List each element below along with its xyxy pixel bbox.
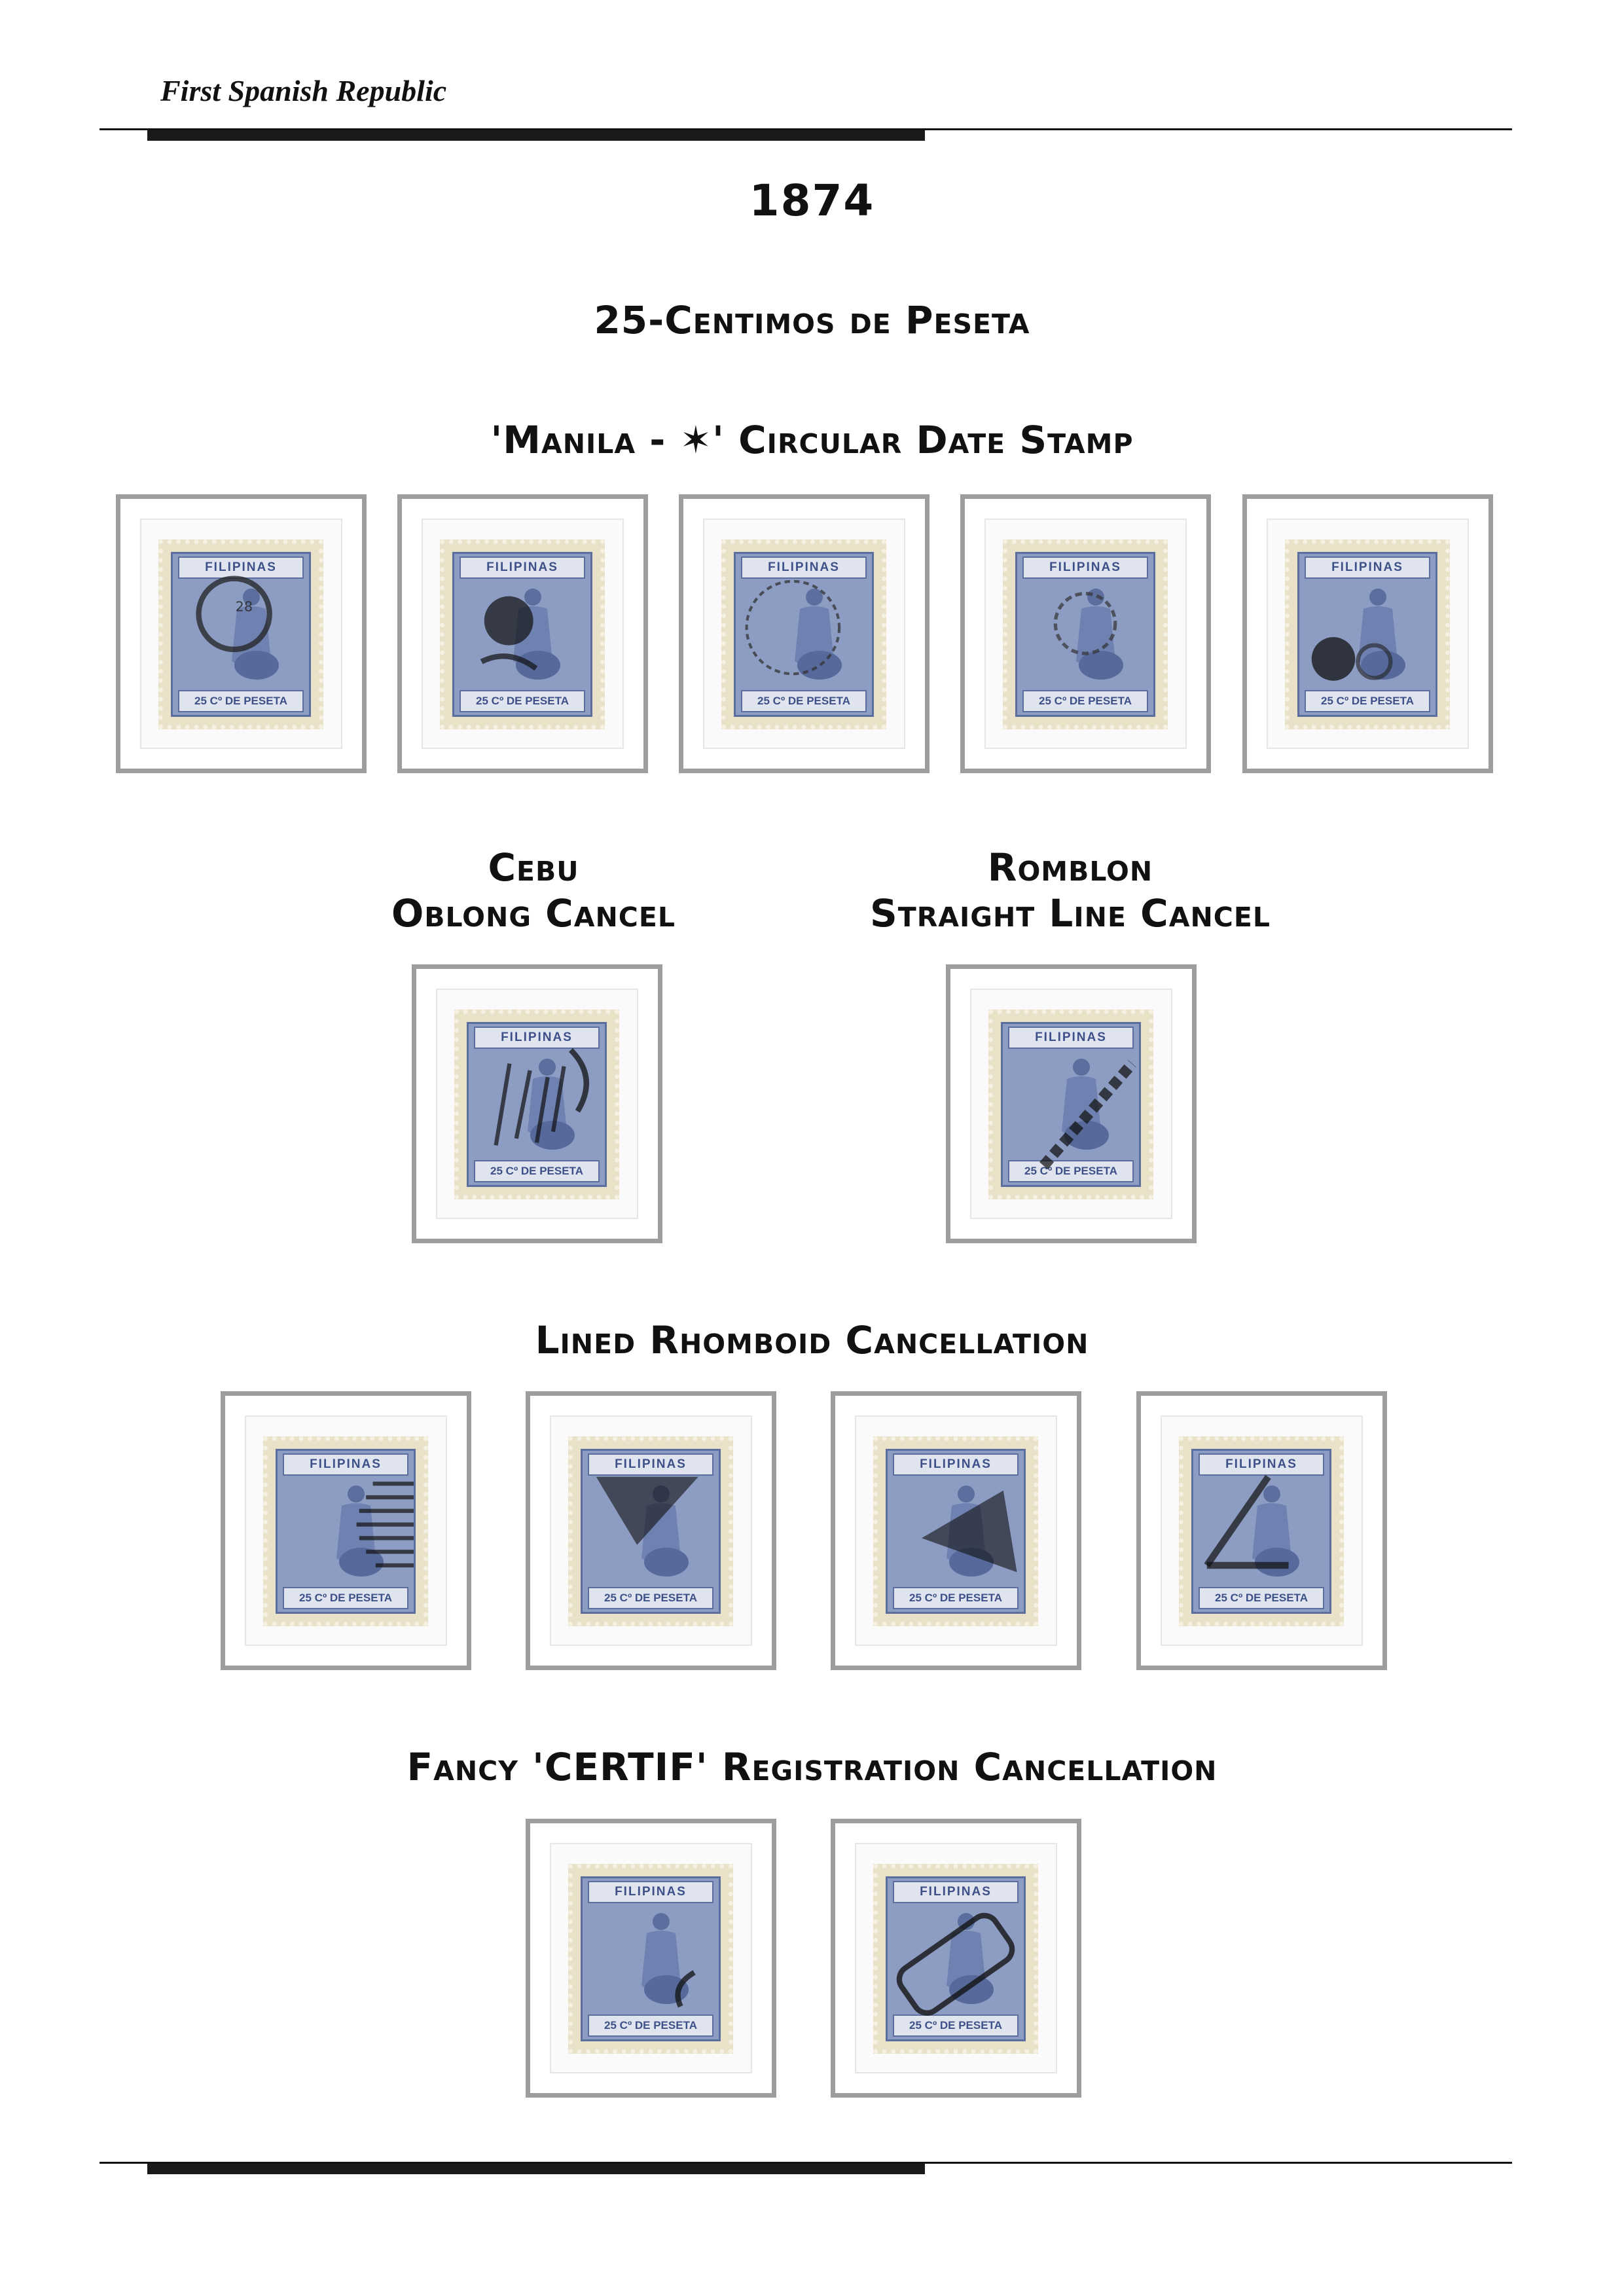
stamp-image: FILIPINAS 25 Cº DE PESETA xyxy=(263,1436,428,1626)
stamp-image: FILIPINAS 25 Cº DE PESETA xyxy=(721,539,886,729)
stamp-image: FILIPINAS 25 Cº DE PESETA 28 xyxy=(158,539,323,729)
stamp-mount xyxy=(397,494,648,773)
romblon-subtitle: Straight Line Cancel xyxy=(870,891,1271,936)
stamp-image: FILIPINAS 25 Cº DE PESETA xyxy=(988,1010,1153,1199)
section-title-certif: Fancy 'CERTIF' Registration Cancellation xyxy=(406,1745,1218,1789)
stamp-image: FILIPINAS 25 Cº DE PESETA xyxy=(568,1864,733,2054)
stamp-image: FILIPINAS 25 Cº DE PESETA xyxy=(873,1864,1038,2054)
stamp-mount xyxy=(679,494,929,773)
stamp-mount xyxy=(946,964,1197,1243)
section-title-rhomboid: Lined Rhomboid Cancellation xyxy=(535,1318,1089,1362)
stamp-mount xyxy=(831,1819,1081,2098)
cebu-subtitle: Oblong Cancel xyxy=(391,891,676,936)
header-rule-thick xyxy=(147,130,925,141)
cebu-title: Cebu xyxy=(488,845,579,890)
cebu-label xyxy=(340,845,727,936)
stamp-image: FILIPINAS 25 Cº DE PESETA xyxy=(440,539,605,729)
page-year: 1874 xyxy=(749,175,875,226)
stamp-mount xyxy=(221,1391,471,1670)
value-heading: 25-Centimos de Peseta xyxy=(594,298,1030,342)
stamp-image: FILIPINAS 25 Cº DE PESETA xyxy=(454,1010,619,1199)
stamp-image: FILIPINAS 25 Cº DE PESETA xyxy=(1003,539,1168,729)
stamp-mount xyxy=(960,494,1211,773)
section-title-manila: 'Manila - ✶' Circular Date Stamp xyxy=(490,418,1134,462)
stamp-mount xyxy=(116,494,367,773)
stamp-mount xyxy=(412,964,662,1243)
stamp-image: FILIPINAS 25 Cº DE PESETA xyxy=(1285,539,1450,729)
svg-text:28: 28 xyxy=(235,598,253,615)
romblon-label xyxy=(831,845,1309,936)
romblon-title: Romblon xyxy=(987,845,1153,890)
stamp-image: FILIPINAS 25 Cº DE PESETA xyxy=(568,1436,733,1626)
stamp-image: FILIPINAS 25 Cº DE PESETA xyxy=(1179,1436,1344,1626)
stamp-mount xyxy=(526,1391,776,1670)
stamp-mount xyxy=(1136,1391,1387,1670)
stamp-image: FILIPINAS 25 Cº DE PESETA xyxy=(873,1436,1038,1626)
footer-rule-thick xyxy=(147,2164,925,2174)
page-header-title: First Spanish Republic xyxy=(160,74,447,107)
stamp-mount xyxy=(831,1391,1081,1670)
stamp-mount xyxy=(526,1819,776,2098)
stamp-mount xyxy=(1242,494,1493,773)
